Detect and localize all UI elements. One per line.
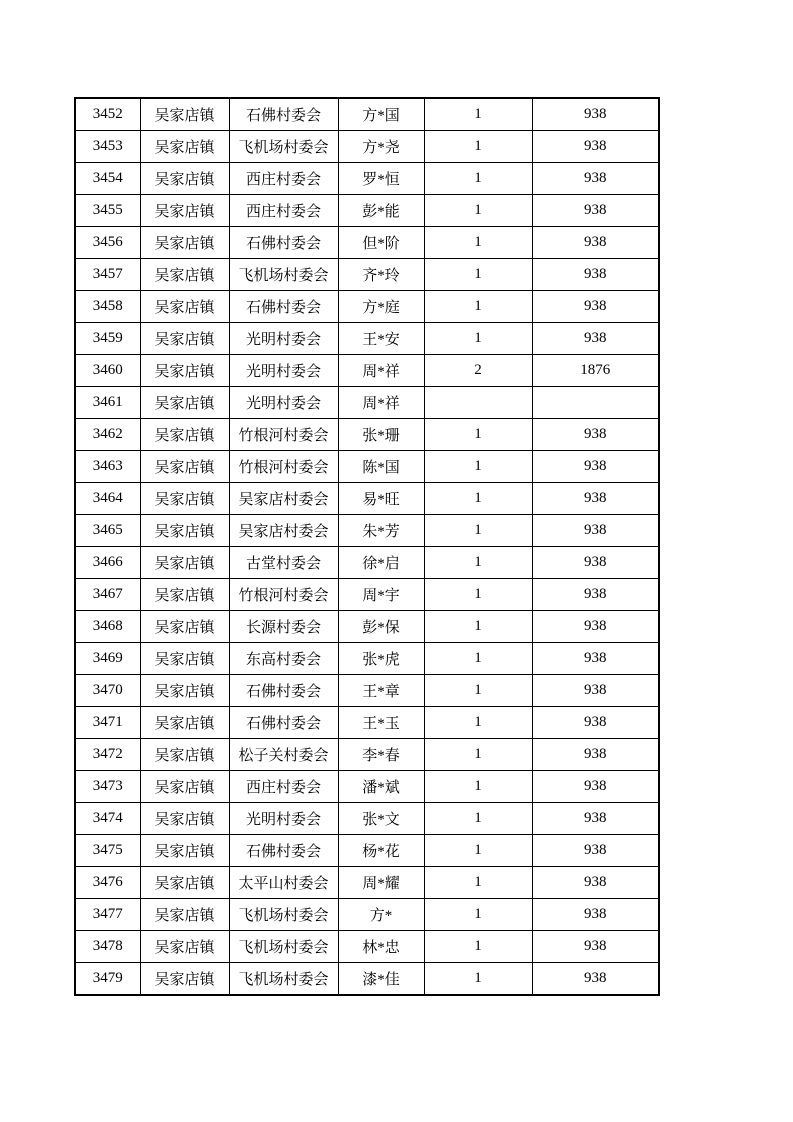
cell-name: 林*忠: [338, 931, 424, 963]
cell-amount: 938: [532, 835, 659, 867]
cell-serial: 3479: [75, 963, 140, 996]
cell-serial: 3461: [75, 387, 140, 419]
cell-village: 石佛村委会: [229, 227, 338, 259]
cell-town: 吴家店镇: [140, 611, 229, 643]
cell-amount: 938: [532, 707, 659, 739]
cell-count: 1: [424, 643, 532, 675]
cell-count: [424, 387, 532, 419]
cell-town: 吴家店镇: [140, 771, 229, 803]
cell-town: 吴家店镇: [140, 387, 229, 419]
cell-count: 1: [424, 707, 532, 739]
cell-town: 吴家店镇: [140, 98, 229, 131]
cell-count: 1: [424, 611, 532, 643]
cell-name: 周*祥: [338, 387, 424, 419]
cell-serial: 3474: [75, 803, 140, 835]
table-row: [75, 515, 659, 547]
table-row: [75, 419, 659, 451]
cell-village: 松子关村委会: [229, 739, 338, 771]
cell-name: 方*: [338, 899, 424, 931]
cell-count: 1: [424, 163, 532, 195]
cell-town: 吴家店镇: [140, 835, 229, 867]
cell-serial: 3478: [75, 931, 140, 963]
cell-serial: 3454: [75, 163, 140, 195]
cell-serial: 3469: [75, 643, 140, 675]
cell-town: 吴家店镇: [140, 803, 229, 835]
cell-name: 周*祥: [338, 355, 424, 387]
table-row: [75, 131, 659, 163]
cell-town: 吴家店镇: [140, 163, 229, 195]
cell-serial: 3452: [75, 98, 140, 131]
cell-amount: 938: [532, 867, 659, 899]
cell-amount: 938: [532, 131, 659, 163]
cell-serial: 3458: [75, 291, 140, 323]
cell-village: 光明村委会: [229, 323, 338, 355]
table-row: [75, 899, 659, 931]
cell-town: 吴家店镇: [140, 515, 229, 547]
cell-serial: 3460: [75, 355, 140, 387]
cell-village: 西庄村委会: [229, 195, 338, 227]
table-row: [75, 451, 659, 483]
cell-count: 1: [424, 515, 532, 547]
cell-count: 1: [424, 227, 532, 259]
cell-amount: 938: [532, 259, 659, 291]
cell-name: 罗*恒: [338, 163, 424, 195]
cell-village: 飞机场村委会: [229, 931, 338, 963]
cell-name: 张*虎: [338, 643, 424, 675]
table-row: [75, 867, 659, 899]
cell-serial: 3468: [75, 611, 140, 643]
cell-amount: 938: [532, 291, 659, 323]
cell-serial: 3465: [75, 515, 140, 547]
cell-village: 古堂村委会: [229, 547, 338, 579]
cell-serial: 3464: [75, 483, 140, 515]
cell-amount: 938: [532, 931, 659, 963]
cell-name: 张*文: [338, 803, 424, 835]
cell-serial: 3477: [75, 899, 140, 931]
cell-count: 1: [424, 131, 532, 163]
table-row: [75, 98, 659, 131]
cell-name: 周*耀: [338, 867, 424, 899]
cell-serial: 3475: [75, 835, 140, 867]
table-row: [75, 259, 659, 291]
cell-count: 1: [424, 451, 532, 483]
cell-serial: 3453: [75, 131, 140, 163]
cell-village: 飞机场村委会: [229, 259, 338, 291]
cell-village: 石佛村委会: [229, 707, 338, 739]
cell-count: 2: [424, 355, 532, 387]
cell-name: 齐*玲: [338, 259, 424, 291]
cell-serial: 3471: [75, 707, 140, 739]
cell-town: 吴家店镇: [140, 451, 229, 483]
table-row: [75, 195, 659, 227]
table-row: [75, 323, 659, 355]
roster-table-body: [75, 98, 659, 995]
cell-town: 吴家店镇: [140, 899, 229, 931]
cell-amount: 938: [532, 451, 659, 483]
table-row: [75, 643, 659, 675]
cell-count: 1: [424, 419, 532, 451]
cell-name: 王*章: [338, 675, 424, 707]
cell-count: 1: [424, 483, 532, 515]
cell-amount: 938: [532, 419, 659, 451]
cell-count: 1: [424, 291, 532, 323]
table-row: [75, 611, 659, 643]
cell-village: 长源村委会: [229, 611, 338, 643]
cell-town: 吴家店镇: [140, 483, 229, 515]
cell-name: 易*旺: [338, 483, 424, 515]
cell-count: 1: [424, 259, 532, 291]
cell-amount: 938: [532, 483, 659, 515]
cell-serial: 3472: [75, 739, 140, 771]
cell-name: 漆*佳: [338, 963, 424, 996]
cell-amount: 938: [532, 803, 659, 835]
table-row: [75, 579, 659, 611]
cell-village: 石佛村委会: [229, 675, 338, 707]
table-row: [75, 707, 659, 739]
cell-name: 李*春: [338, 739, 424, 771]
cell-village: 竹根河村委会: [229, 579, 338, 611]
cell-name: 潘*斌: [338, 771, 424, 803]
cell-count: 1: [424, 547, 532, 579]
cell-serial: 3466: [75, 547, 140, 579]
cell-amount: 938: [532, 963, 659, 996]
cell-count: 1: [424, 899, 532, 931]
cell-name: 但*阶: [338, 227, 424, 259]
cell-village: 光明村委会: [229, 387, 338, 419]
cell-count: 1: [424, 771, 532, 803]
cell-amount: 938: [532, 739, 659, 771]
cell-count: 1: [424, 835, 532, 867]
cell-village: 飞机场村委会: [229, 131, 338, 163]
cell-village: 吴家店村委会: [229, 483, 338, 515]
table-row: [75, 387, 659, 419]
cell-town: 吴家店镇: [140, 291, 229, 323]
table-row: [75, 291, 659, 323]
cell-count: 1: [424, 579, 532, 611]
cell-village: 西庄村委会: [229, 771, 338, 803]
cell-village: 竹根河村委会: [229, 419, 338, 451]
cell-town: 吴家店镇: [140, 259, 229, 291]
cell-amount: 938: [532, 675, 659, 707]
table-row: [75, 483, 659, 515]
cell-town: 吴家店镇: [140, 227, 229, 259]
cell-town: 吴家店镇: [140, 643, 229, 675]
table-row: [75, 803, 659, 835]
cell-amount: 938: [532, 611, 659, 643]
cell-serial: 3476: [75, 867, 140, 899]
cell-amount: 938: [532, 547, 659, 579]
cell-serial: 3459: [75, 323, 140, 355]
cell-town: 吴家店镇: [140, 323, 229, 355]
table-row: [75, 931, 659, 963]
cell-village: 石佛村委会: [229, 291, 338, 323]
cell-name: 方*国: [338, 98, 424, 131]
cell-town: 吴家店镇: [140, 675, 229, 707]
cell-village: 石佛村委会: [229, 835, 338, 867]
cell-village: 吴家店村委会: [229, 515, 338, 547]
cell-village: 西庄村委会: [229, 163, 338, 195]
cell-town: 吴家店镇: [140, 131, 229, 163]
cell-village: 飞机场村委会: [229, 963, 338, 996]
table-row: [75, 739, 659, 771]
cell-name: 彭*能: [338, 195, 424, 227]
roster-table: [74, 97, 660, 996]
cell-count: 1: [424, 323, 532, 355]
cell-name: 杨*花: [338, 835, 424, 867]
cell-count: 1: [424, 739, 532, 771]
cell-serial: 3455: [75, 195, 140, 227]
cell-name: 方*庭: [338, 291, 424, 323]
cell-town: 吴家店镇: [140, 355, 229, 387]
cell-count: 1: [424, 931, 532, 963]
cell-village: 光明村委会: [229, 803, 338, 835]
cell-amount: 938: [532, 98, 659, 131]
cell-count: 1: [424, 803, 532, 835]
cell-count: 1: [424, 98, 532, 131]
table-row: [75, 355, 659, 387]
cell-name: 陈*国: [338, 451, 424, 483]
cell-town: 吴家店镇: [140, 707, 229, 739]
cell-amount: 938: [532, 899, 659, 931]
cell-name: 彭*保: [338, 611, 424, 643]
cell-count: 1: [424, 195, 532, 227]
cell-town: 吴家店镇: [140, 963, 229, 996]
cell-count: 1: [424, 963, 532, 996]
cell-village: 竹根河村委会: [229, 451, 338, 483]
cell-serial: 3463: [75, 451, 140, 483]
cell-town: 吴家店镇: [140, 419, 229, 451]
cell-town: 吴家店镇: [140, 579, 229, 611]
cell-serial: 3456: [75, 227, 140, 259]
cell-serial: 3473: [75, 771, 140, 803]
cell-amount: [532, 387, 659, 419]
table-row: [75, 547, 659, 579]
cell-serial: 3457: [75, 259, 140, 291]
cell-amount: 938: [532, 227, 659, 259]
table-row: [75, 963, 659, 996]
cell-name: 王*安: [338, 323, 424, 355]
cell-count: 1: [424, 675, 532, 707]
table-row: [75, 675, 659, 707]
cell-amount: 938: [532, 195, 659, 227]
cell-town: 吴家店镇: [140, 195, 229, 227]
cell-amount: 938: [532, 515, 659, 547]
table-row: [75, 227, 659, 259]
cell-amount: 938: [532, 643, 659, 675]
cell-village: 石佛村委会: [229, 98, 338, 131]
cell-amount: 938: [532, 771, 659, 803]
table-row: [75, 835, 659, 867]
cell-amount: 938: [532, 323, 659, 355]
table-row: [75, 771, 659, 803]
cell-town: 吴家店镇: [140, 547, 229, 579]
cell-amount: 1876: [532, 355, 659, 387]
cell-amount: 938: [532, 579, 659, 611]
cell-serial: 3462: [75, 419, 140, 451]
cell-serial: 3467: [75, 579, 140, 611]
cell-name: 周*宇: [338, 579, 424, 611]
cell-name: 方*尧: [338, 131, 424, 163]
cell-name: 张*珊: [338, 419, 424, 451]
cell-amount: 938: [532, 163, 659, 195]
cell-name: 朱*芳: [338, 515, 424, 547]
cell-name: 徐*启: [338, 547, 424, 579]
cell-serial: 3470: [75, 675, 140, 707]
cell-town: 吴家店镇: [140, 739, 229, 771]
cell-village: 太平山村委会: [229, 867, 338, 899]
cell-town: 吴家店镇: [140, 867, 229, 899]
table-row: [75, 163, 659, 195]
cell-name: 王*玉: [338, 707, 424, 739]
cell-village: 光明村委会: [229, 355, 338, 387]
cell-village: 飞机场村委会: [229, 899, 338, 931]
cell-town: 吴家店镇: [140, 931, 229, 963]
cell-count: 1: [424, 867, 532, 899]
cell-village: 东高村委会: [229, 643, 338, 675]
